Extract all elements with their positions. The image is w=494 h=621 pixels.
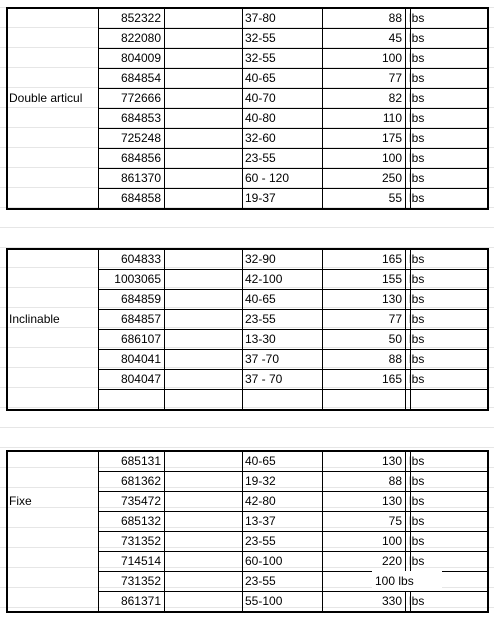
weight-cell[interactable]: 175 — [381, 131, 402, 145]
item-id-cell[interactable]: 731352 — [120, 574, 161, 588]
unit-cell[interactable] — [405, 389, 489, 409]
item-id-cell[interactable]: 684854 — [120, 71, 161, 85]
unit-cell[interactable]: lbs — [409, 474, 425, 488]
range-cell[interactable]: 19-37 — [245, 191, 276, 205]
weight-cell[interactable]: 250 — [381, 171, 402, 185]
weight-cell[interactable]: 88 — [388, 352, 402, 366]
range-cell[interactable]: 40-65 — [245, 71, 276, 85]
gridline-h — [0, 427, 494, 428]
weight-cell[interactable]: 110 — [382, 111, 402, 125]
range-cell[interactable]: 37 - 70 — [245, 372, 283, 386]
weight-cell[interactable]: 130 — [381, 494, 402, 508]
range-cell[interactable]: 23-55 — [245, 534, 276, 548]
range-cell[interactable]: 60-100 — [245, 554, 283, 568]
item-id-cell[interactable]: 804041 — [120, 352, 161, 366]
weight-cell[interactable]: 165 — [381, 372, 402, 386]
range-cell[interactable] — [242, 389, 322, 409]
item-id-cell[interactable]: 804009 — [120, 51, 161, 65]
item-id-cell[interactable]: 685131 — [120, 454, 161, 468]
item-id-cell[interactable]: 772666 — [120, 91, 161, 105]
unit-cell[interactable] — [405, 571, 489, 591]
section-label: Fixe — [9, 494, 32, 508]
unit-cell[interactable]: lbs — [409, 372, 425, 386]
item-id-cell[interactable]: 1003065 — [114, 272, 161, 286]
section-label: Inclinable — [9, 312, 60, 326]
item-id-cell[interactable]: 725248 — [120, 131, 161, 145]
item-id-cell[interactable]: 685132 — [120, 514, 161, 528]
item-id-cell[interactable]: 684856 — [120, 151, 161, 165]
weight-cell[interactable]: 50 — [388, 332, 402, 346]
weight-cell[interactable]: 155 — [381, 272, 402, 286]
weight-cell[interactable]: 77 — [388, 71, 402, 85]
range-cell[interactable]: 32-90 — [245, 252, 276, 266]
range-cell[interactable]: 40-65 — [245, 292, 276, 306]
item-id-cell[interactable]: 731352 — [120, 534, 161, 548]
unit-cell[interactable]: lbs — [409, 71, 425, 85]
unit-cell[interactable]: lbs — [409, 111, 425, 125]
range-cell[interactable]: 23-55 — [245, 574, 276, 588]
unit-cell[interactable]: lbs — [409, 554, 425, 568]
range-cell[interactable]: 23-55 — [245, 312, 276, 326]
item-id-cell[interactable]: 861370 — [120, 171, 161, 185]
weight-cell[interactable]: 100 — [381, 51, 402, 65]
weight-cell[interactable]: 130 — [381, 292, 402, 306]
range-cell[interactable]: 40-80 — [245, 111, 276, 125]
unit-cell[interactable]: lbs — [409, 272, 425, 286]
range-cell[interactable]: 13-37 — [245, 514, 276, 528]
unit-cell[interactable]: lbs — [409, 534, 425, 548]
range-cell[interactable]: 40-70 — [245, 91, 276, 105]
item-id-cell[interactable]: 822080 — [120, 31, 161, 45]
range-cell[interactable]: 42-80 — [245, 494, 276, 508]
weight-cell[interactable]: 100 — [381, 151, 402, 165]
item-id-cell[interactable] — [98, 389, 164, 409]
weight-cell[interactable]: 100 lbs — [372, 571, 442, 591]
unit-cell[interactable]: lbs — [409, 332, 425, 346]
gridline-h — [0, 447, 494, 448]
unit-cell[interactable]: lbs — [409, 594, 425, 608]
unit-cell[interactable]: lbs — [409, 494, 425, 508]
unit-cell[interactable]: lbs — [409, 91, 425, 105]
item-id-cell[interactable]: 735472 — [120, 494, 161, 508]
range-cell[interactable]: 23-55 — [245, 151, 276, 165]
range-cell[interactable]: 32-55 — [245, 31, 276, 45]
weight-cell[interactable]: 130 — [381, 454, 402, 468]
range-cell[interactable]: 37 -70 — [245, 352, 280, 366]
unit-cell[interactable]: lbs — [409, 151, 425, 165]
weight-cell[interactable]: 330 — [381, 594, 402, 608]
unit-cell[interactable]: lbs — [409, 292, 425, 306]
unit-cell[interactable]: lbs — [409, 51, 425, 65]
weight-cell[interactable]: 82 — [388, 91, 402, 105]
unit-cell[interactable]: lbs — [409, 514, 425, 528]
range-cell[interactable]: 13-30 — [245, 332, 276, 346]
unit-cell[interactable]: lbs — [409, 191, 425, 205]
unit-cell[interactable]: lbs — [409, 352, 425, 366]
range-cell[interactable]: 42-100 — [245, 272, 283, 286]
weight-cell[interactable]: 45 — [388, 31, 402, 45]
range-cell[interactable]: 60 - 120 — [245, 171, 290, 185]
gridline-h — [0, 227, 494, 228]
unit-cell[interactable]: lbs — [409, 171, 425, 185]
item-id-cell[interactable]: 714514 — [120, 554, 161, 568]
unit-cell[interactable]: lbs — [409, 312, 425, 326]
weight-cell[interactable]: 88 — [388, 11, 402, 25]
weight-cell[interactable]: 55 — [388, 191, 402, 205]
range-cell[interactable]: 19-32 — [245, 474, 276, 488]
item-id-cell[interactable]: 684858 — [120, 191, 161, 205]
item-id-cell[interactable]: 686107 — [120, 332, 161, 346]
item-id-cell[interactable]: 852322 — [120, 11, 161, 25]
item-id-cell[interactable]: 684859 — [120, 292, 161, 306]
unit-cell[interactable]: lbs — [409, 31, 425, 45]
section-label: Double articul — [9, 91, 83, 105]
unit-cell[interactable]: lbs — [409, 252, 425, 266]
weight-cell[interactable]: 100 — [381, 534, 402, 548]
unit-cell[interactable]: lbs — [409, 131, 425, 145]
item-id-cell[interactable]: 681362 — [120, 474, 161, 488]
item-id-cell[interactable]: 604833 — [120, 252, 161, 266]
item-id-cell[interactable]: 684853 — [120, 111, 161, 125]
weight-cell[interactable]: 88 — [388, 474, 402, 488]
item-id-cell[interactable]: 804047 — [120, 372, 161, 386]
range-cell[interactable]: 40-65 — [245, 454, 276, 468]
item-id-cell[interactable]: 861371 — [120, 594, 161, 608]
weight-cell[interactable]: 165 — [381, 252, 402, 266]
unit-cell[interactable]: lbs — [409, 11, 425, 25]
range-cell[interactable]: 55-100 — [245, 594, 283, 608]
range-cell[interactable]: 32-60 — [245, 131, 276, 145]
weight-cell[interactable]: 75 — [388, 514, 402, 528]
item-id-cell[interactable]: 684857 — [120, 312, 161, 326]
weight-cell[interactable] — [322, 389, 405, 409]
weight-cell[interactable]: 77 — [388, 312, 402, 326]
unit-cell[interactable]: lbs — [409, 454, 425, 468]
weight-cell[interactable]: 220 — [381, 554, 402, 568]
range-cell[interactable]: 32-55 — [245, 51, 276, 65]
range-cell[interactable]: 37-80 — [245, 11, 276, 25]
